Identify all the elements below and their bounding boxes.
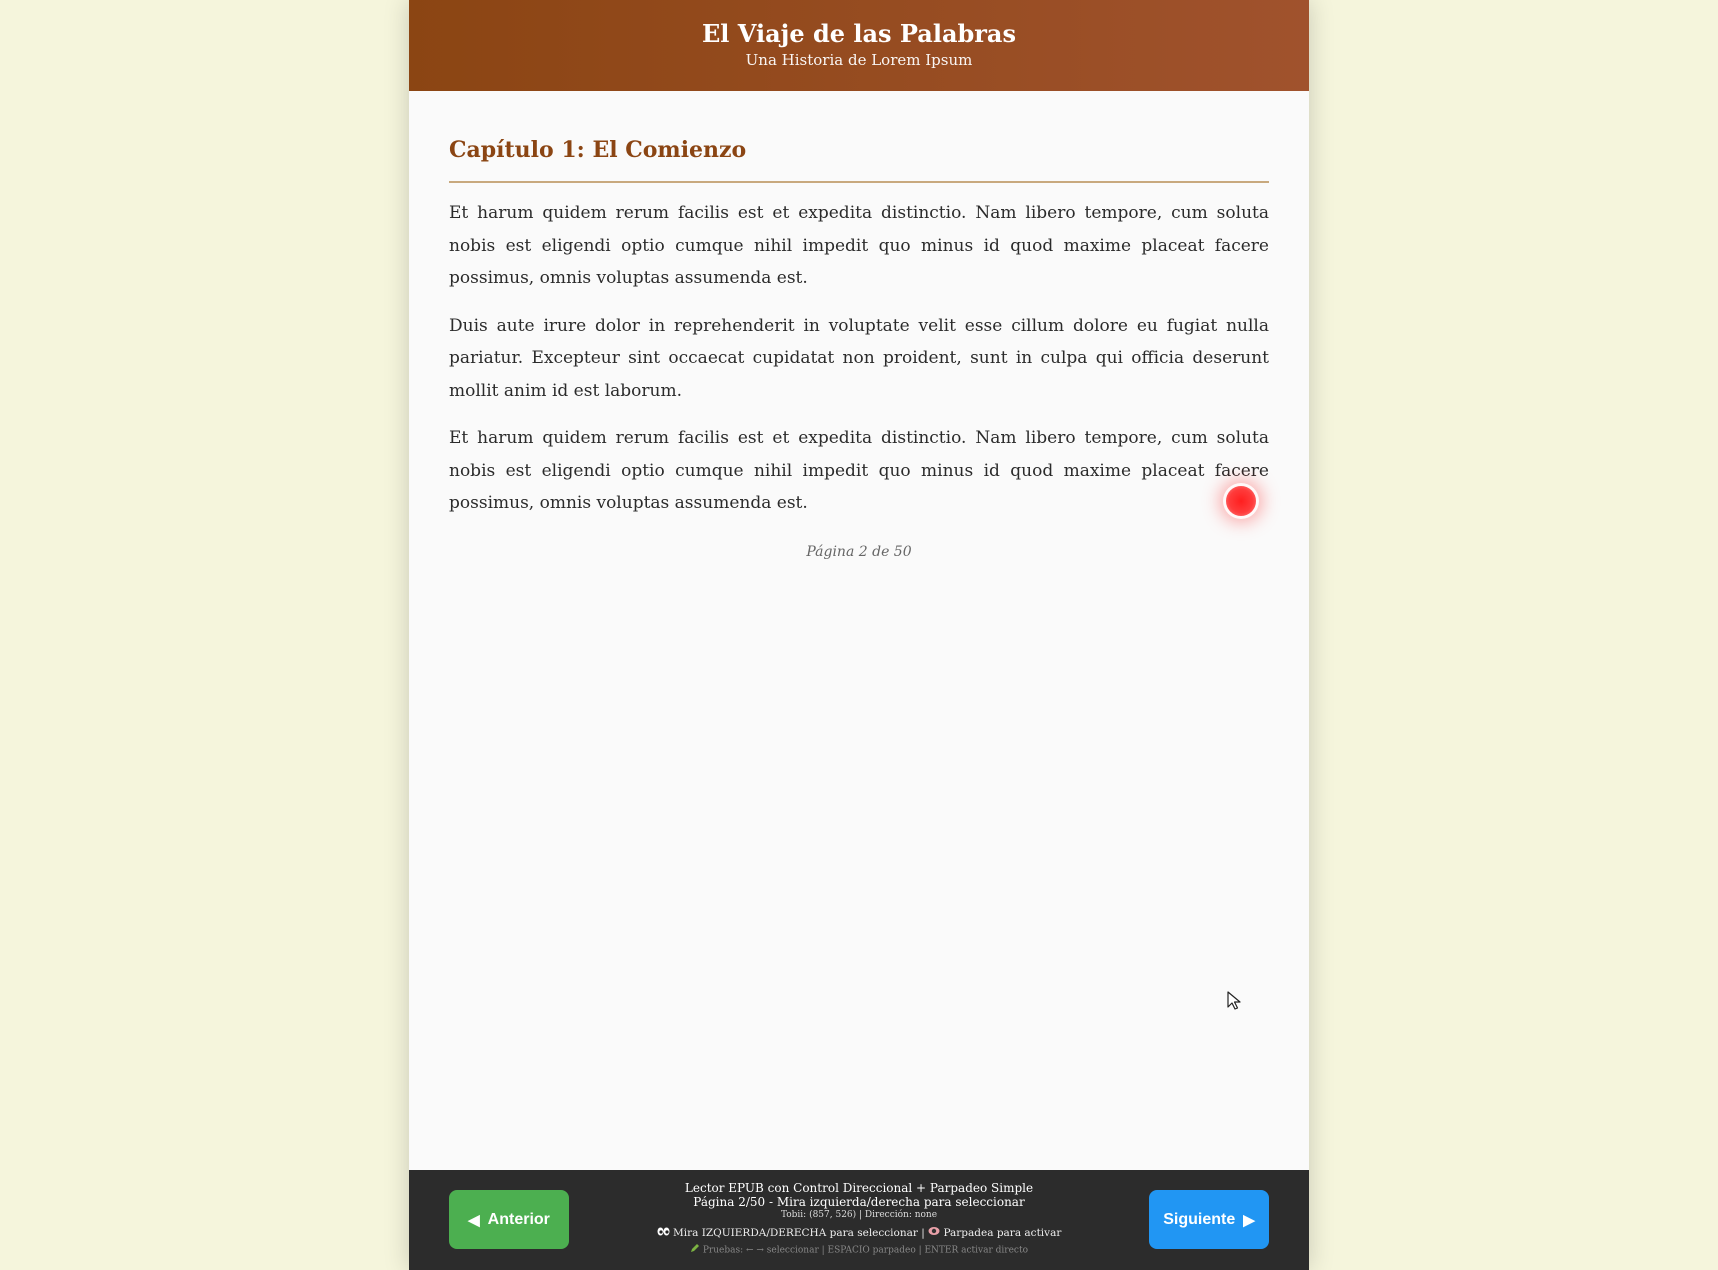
instructions-blink: Parpadea para activar (943, 1227, 1062, 1239)
page-indicator: Página 2 de 50 (806, 543, 912, 560)
previous-button-label: Anterior (487, 1210, 550, 1228)
book-title: El Viaje de las Palabras (702, 19, 1016, 48)
paragraph: Duis aute irure dolor in reprehenderit in voluptate velit esse cillum dolore eu fugiat nulla pariatur. Excepteur sint occaecat cupidatat non proident, sunt in culpa qui officia deserunt mollit anim id est laborum. (449, 315, 1269, 401)
mouse-cursor-icon (1226, 991, 1244, 1011)
test-shortcuts-text: Pruebas: ← → seleccionar | ESPACIO parpadeo | ENTER activar directo (702, 1245, 1029, 1256)
book-header (409, 0, 1309, 91)
instructions-select: Mira IZQUIERDA/DERECHA para seleccionar | (672, 1227, 925, 1239)
chapter-content (409, 91, 1309, 560)
pencil-icon (690, 1243, 700, 1257)
test-shortcuts (579, 1243, 1139, 1257)
next-page-button[interactable] (1149, 1190, 1269, 1249)
eye-icon (928, 1226, 940, 1240)
chapter-title: Capítulo 1: El Comienzo (449, 135, 1269, 183)
triangle-right-icon: ▶ (1243, 1211, 1255, 1229)
paragraph: Et harum quidem rerum facilis est et expedita distinctio. Nam libero tempore, cum soluta nobis est eligendi optio cumque nihil impedit quo minus id quod maxime placeat facere possimus, omnis voluptas assumenda est. (449, 428, 1269, 513)
book-subtitle: Una Historia de Lorem Ipsum (745, 51, 973, 69)
tobii-status: Tobii: (857, 526) | Dirección: none (780, 1210, 938, 1220)
reader-mode-title: Lector EPUB con Control Direccional + Parpadeo Simple (684, 1181, 1034, 1195)
eyes-icon (657, 1226, 670, 1240)
book-reader (409, 0, 1309, 1270)
triangle-left-icon: ◀ (468, 1211, 480, 1229)
page-status: Página 2/50 - Mira izquierda/derecha para seleccionar (693, 1195, 1025, 1209)
gaze-point-indicator (1226, 486, 1256, 516)
previous-page-button[interactable] (449, 1190, 569, 1249)
instructions-line (579, 1226, 1139, 1240)
footer-control-bar (409, 1170, 1309, 1270)
reader-status-panel (579, 1181, 1139, 1257)
paragraph: Et harum quidem rerum facilis est et expedita distinctio. Nam libero tempore, cum soluta nobis est eligendi optio cumque nihil impedit quo minus id quod maxime placeat facere possimus, omnis voluptas assumenda est. (449, 203, 1269, 288)
next-button-label: Siguiente (1163, 1210, 1236, 1228)
